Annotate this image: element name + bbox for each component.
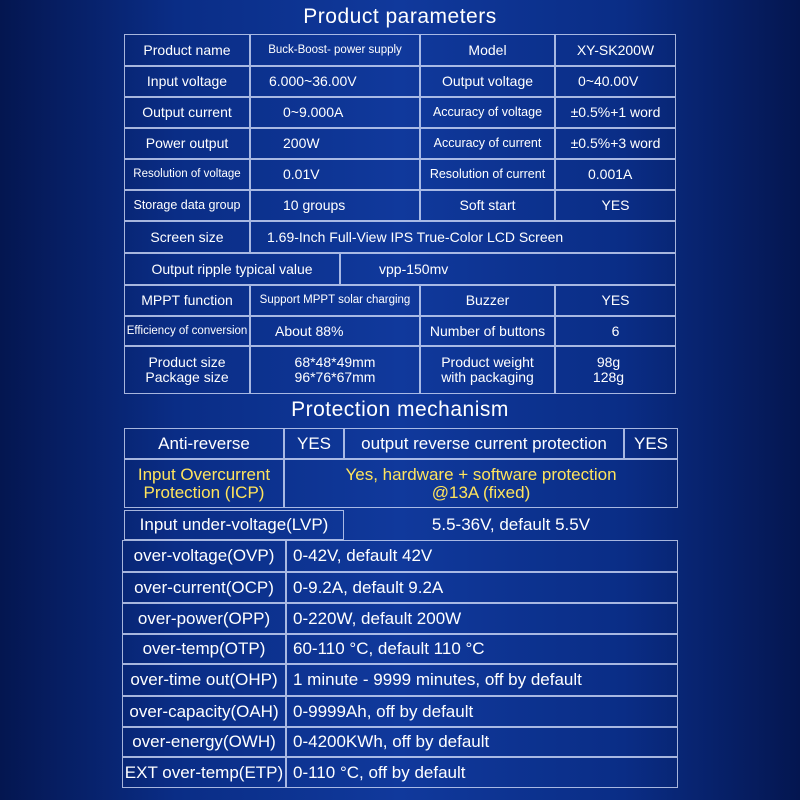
storage-value: 10 groups — [250, 190, 420, 221]
oah-value: 0-9999Ah, off by default — [286, 696, 678, 727]
package-weight-value: 128g — [592, 369, 625, 385]
buzzer-value: YES — [555, 285, 676, 316]
product-name-label: Product name — [124, 34, 250, 66]
soft-start-label: Soft start — [420, 190, 555, 221]
ohp-value: 1 minute - 9999 minutes, off by default — [286, 664, 678, 696]
soft-start-value: YES — [555, 190, 676, 221]
resolution-voltage-value: 0.01V — [250, 159, 420, 190]
opp-label: over-power(OPP) — [122, 603, 286, 634]
icp-label — [124, 459, 284, 508]
icp-label-line1: Input Overcurrent — [137, 464, 271, 484]
ripple-label: Output ripple typical value — [124, 253, 340, 285]
product-weight-value: 98g — [596, 354, 621, 371]
ripple-value: vpp-150mv — [340, 253, 676, 285]
power-output-label: Power output — [124, 128, 250, 159]
opp-value: 0-220W, default 200W — [286, 603, 678, 634]
icp-value-line2: @13A (fixed) — [431, 482, 531, 502]
output-voltage-value: 0~40.00V — [555, 66, 676, 97]
output-current-value: 0~9.000A — [250, 97, 420, 128]
buttons-value: 6 — [555, 316, 676, 346]
accuracy-current-value: ±0.5%+3 word — [555, 128, 676, 159]
model-value: XY-SK200W — [555, 34, 676, 66]
package-size-value: 96*76*67mm — [294, 369, 376, 385]
oah-label: over-capacity(OAH) — [122, 696, 286, 727]
owh-value: 0-4200KWh, off by default — [286, 727, 678, 757]
input-voltage-label: Input voltage — [124, 66, 250, 97]
output-voltage-label: Output voltage — [420, 66, 555, 97]
efficiency-label: Efficiency of conversion — [124, 316, 250, 346]
lvp-label: Input under-voltage(LVP) — [124, 510, 344, 540]
icp-value — [284, 459, 678, 508]
reverse-current-value: YES — [624, 428, 678, 459]
weight-values — [555, 346, 676, 394]
efficiency-value: About 88% — [250, 316, 420, 346]
anti-reverse-label: Anti-reverse — [124, 428, 284, 459]
buzzer-label: Buzzer — [420, 285, 555, 316]
product-size-value: 68*48*49mm — [294, 354, 376, 371]
screen-size-value: 1.69-Inch Full-View IPS True-Color LCD Screen — [250, 221, 676, 253]
otp-value: 60-110 °C, default 110 °C — [286, 634, 678, 664]
etp-label: EXT over-temp(ETP) — [122, 757, 286, 788]
product-parameters-heading: Product parameters — [303, 5, 497, 28]
product-name-value: Buck-Boost- power supply — [250, 34, 420, 66]
protection-mechanism-heading: Protection mechanism — [291, 398, 509, 421]
resolution-current-label: Resolution of current — [420, 159, 555, 190]
lvp-value: 5.5-36V, default 5.5V — [431, 515, 591, 535]
icp-label-line2: Protection (ICP) — [143, 482, 265, 502]
etp-value: 0-110 °C, off by default — [286, 757, 678, 788]
product-weight-label: Product weight — [441, 354, 534, 371]
icp-value-line1: Yes, hardware + software protection — [345, 464, 617, 484]
accuracy-voltage-value: ±0.5%+1 word — [555, 97, 676, 128]
ovp-label: over-voltage(OVP) — [122, 540, 286, 572]
power-output-value: 200W — [250, 128, 420, 159]
input-voltage-value: 6.000~36.00V — [250, 66, 420, 97]
reverse-current-label: output reverse current protection — [344, 428, 624, 459]
ovp-value: 0-42V, default 42V — [286, 540, 678, 572]
accuracy-voltage-label: Accuracy of voltage — [420, 97, 555, 128]
anti-reverse-value: YES — [284, 428, 344, 459]
owh-label: over-energy(OWH) — [122, 727, 286, 757]
ohp-label: over-time out(OHP) — [122, 664, 286, 696]
otp-label: over-temp(OTP) — [122, 634, 286, 664]
buttons-label: Number of buttons — [420, 316, 555, 346]
screen-size-label: Screen size — [124, 221, 250, 253]
ocp-label: over-current(OCP) — [122, 572, 286, 603]
output-current-label: Output current — [124, 97, 250, 128]
model-label: Model — [420, 34, 555, 66]
storage-label: Storage data group — [124, 190, 250, 221]
resolution-current-value: 0.001A — [555, 159, 676, 190]
ocp-value: 0-9.2A, default 9.2A — [286, 572, 678, 603]
mppt-label: MPPT function — [124, 285, 250, 316]
size-labels — [124, 346, 250, 394]
with-packaging-label: with packaging — [441, 369, 534, 385]
mppt-value: Support MPPT solar charging — [250, 285, 420, 316]
weight-labels — [420, 346, 555, 394]
accuracy-current-label: Accuracy of current — [420, 128, 555, 159]
resolution-voltage-label: Resolution of voltage — [124, 159, 250, 190]
product-size-label: Product size — [148, 354, 226, 371]
package-size-label: Package size — [145, 369, 229, 385]
size-values — [250, 346, 420, 394]
